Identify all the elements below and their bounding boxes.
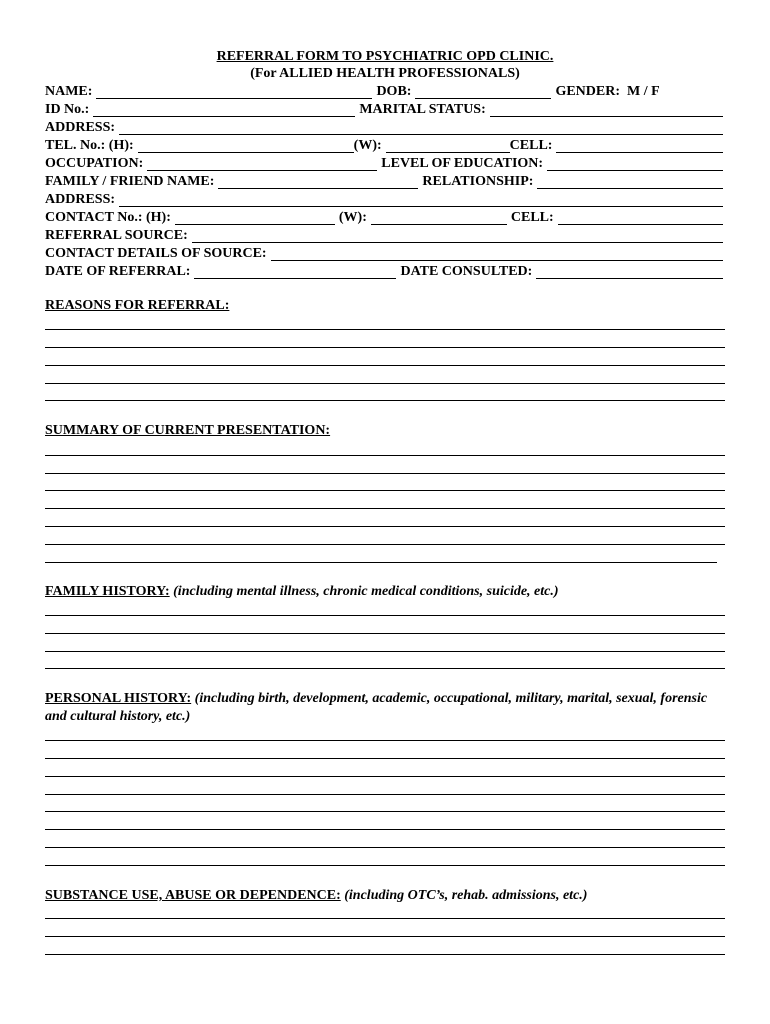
family-history-line[interactable] (45, 615, 725, 616)
contact-home-label: CONTACT No.: (H): (45, 210, 171, 225)
reasons-line[interactable] (45, 383, 725, 384)
contact-work-label: (W): (338, 210, 367, 225)
substance-line[interactable] (45, 954, 725, 955)
family-history-line[interactable] (45, 651, 725, 652)
tel-home-label: TEL. No.: (H): (45, 138, 134, 153)
reasons-line[interactable] (45, 347, 725, 348)
date-referral-field[interactable] (194, 264, 396, 279)
dob-label: DOB: (376, 84, 412, 99)
date-consulted-label: DATE CONSULTED: (400, 264, 533, 279)
marital-status-field[interactable] (490, 102, 723, 117)
substance-line[interactable] (45, 918, 725, 919)
address-field[interactable] (119, 120, 723, 135)
family-history-section-title: FAMILY HISTORY: (including mental illness, chronic medical conditions, suicide, etc.) (45, 584, 559, 599)
source-contact-label: CONTACT DETAILS OF SOURCE: (45, 246, 267, 261)
substance-line[interactable] (45, 936, 725, 937)
relationship-label: RELATIONSHIP: (422, 174, 534, 189)
cell-field[interactable] (556, 138, 723, 153)
row-dates (45, 262, 723, 280)
substance-section-title: SUBSTANCE USE, ABUSE OR DEPENDENCE: (including OTC’s, rehab. admissions, etc.) (45, 888, 588, 903)
summary-line[interactable] (45, 490, 725, 491)
family-history-line[interactable] (45, 633, 725, 634)
name-label: NAME: (45, 84, 93, 99)
row-occupation-education (45, 154, 723, 172)
contact-cell-field[interactable] (558, 210, 723, 225)
row-address (45, 118, 723, 136)
row-address-2 (45, 190, 723, 208)
tel-work-label: (W): (353, 138, 382, 153)
marital-status-label: MARITAL STATUS: (359, 102, 486, 117)
form-subtitle: (For ALLIED HEALTH PROFESSIONALS) (250, 66, 520, 81)
reasons-section-title: REASONS FOR REFERRAL: (45, 298, 230, 313)
education-label: LEVEL OF EDUCATION: (381, 156, 544, 171)
row-name-dob-gender (45, 82, 723, 100)
contact-home-field[interactable] (175, 210, 335, 225)
row-contact (45, 208, 723, 226)
summary-line[interactable] (45, 508, 725, 509)
personal-history-line[interactable] (45, 776, 725, 777)
occupation-field[interactable] (147, 156, 377, 171)
address-2-label: ADDRESS: (45, 192, 116, 207)
row-referral-source (45, 226, 723, 244)
family-name-field[interactable] (218, 174, 418, 189)
tel-work-field[interactable] (386, 138, 510, 153)
referral-source-field[interactable] (192, 228, 723, 243)
summary-line[interactable] (45, 526, 725, 527)
family-history-line[interactable] (45, 668, 725, 669)
contact-work-field[interactable] (371, 210, 507, 225)
education-field[interactable] (547, 156, 723, 171)
contact-cell-label: CELL: (510, 210, 554, 225)
row-telephone (45, 136, 723, 154)
reasons-line[interactable] (45, 400, 725, 401)
date-consulted-field[interactable] (536, 264, 723, 279)
reasons-line[interactable] (45, 365, 725, 366)
summary-line[interactable] (45, 562, 717, 563)
occupation-label: OCCUPATION: (45, 156, 144, 171)
date-referral-label: DATE OF REFERRAL: (45, 264, 191, 279)
summary-section-title: SUMMARY OF CURRENT PRESENTATION: (45, 423, 331, 438)
relationship-field[interactable] (537, 174, 723, 189)
personal-history-line[interactable] (45, 758, 725, 759)
personal-history-line[interactable] (45, 811, 725, 812)
referral-source-label: REFERRAL SOURCE: (45, 228, 188, 243)
family-name-label: FAMILY / FRIEND NAME: (45, 174, 215, 189)
personal-history-line[interactable] (45, 847, 725, 848)
address-label: ADDRESS: (45, 120, 116, 135)
source-contact-field[interactable] (271, 246, 723, 261)
id-field[interactable] (93, 102, 355, 117)
name-field[interactable] (96, 84, 372, 99)
personal-history-line[interactable] (45, 794, 725, 795)
gender-label: GENDER: M / F (555, 84, 660, 99)
personal-history-line[interactable] (45, 829, 725, 830)
personal-history-line[interactable] (45, 740, 725, 741)
form-title: REFERRAL FORM TO PSYCHIATRIC OPD CLINIC. (216, 49, 554, 64)
personal-history-line[interactable] (45, 865, 725, 866)
id-label: ID No.: (45, 102, 90, 117)
summary-line[interactable] (45, 544, 725, 545)
tel-home-field[interactable] (138, 138, 354, 153)
row-id-marital (45, 100, 723, 118)
row-family-relationship (45, 172, 723, 190)
dob-field[interactable] (415, 84, 551, 99)
cell-label: CELL: (509, 138, 553, 153)
reasons-line[interactable] (45, 329, 725, 330)
address-2-field[interactable] (119, 192, 723, 207)
personal-history-section-title: PERSONAL HISTORY: (including birth, development, academic, occupational, military, marital, sexual, forensic and cultural history, etc.) (45, 691, 708, 724)
summary-line[interactable] (45, 455, 725, 456)
summary-line[interactable] (45, 473, 725, 474)
row-source-contact (45, 244, 723, 262)
